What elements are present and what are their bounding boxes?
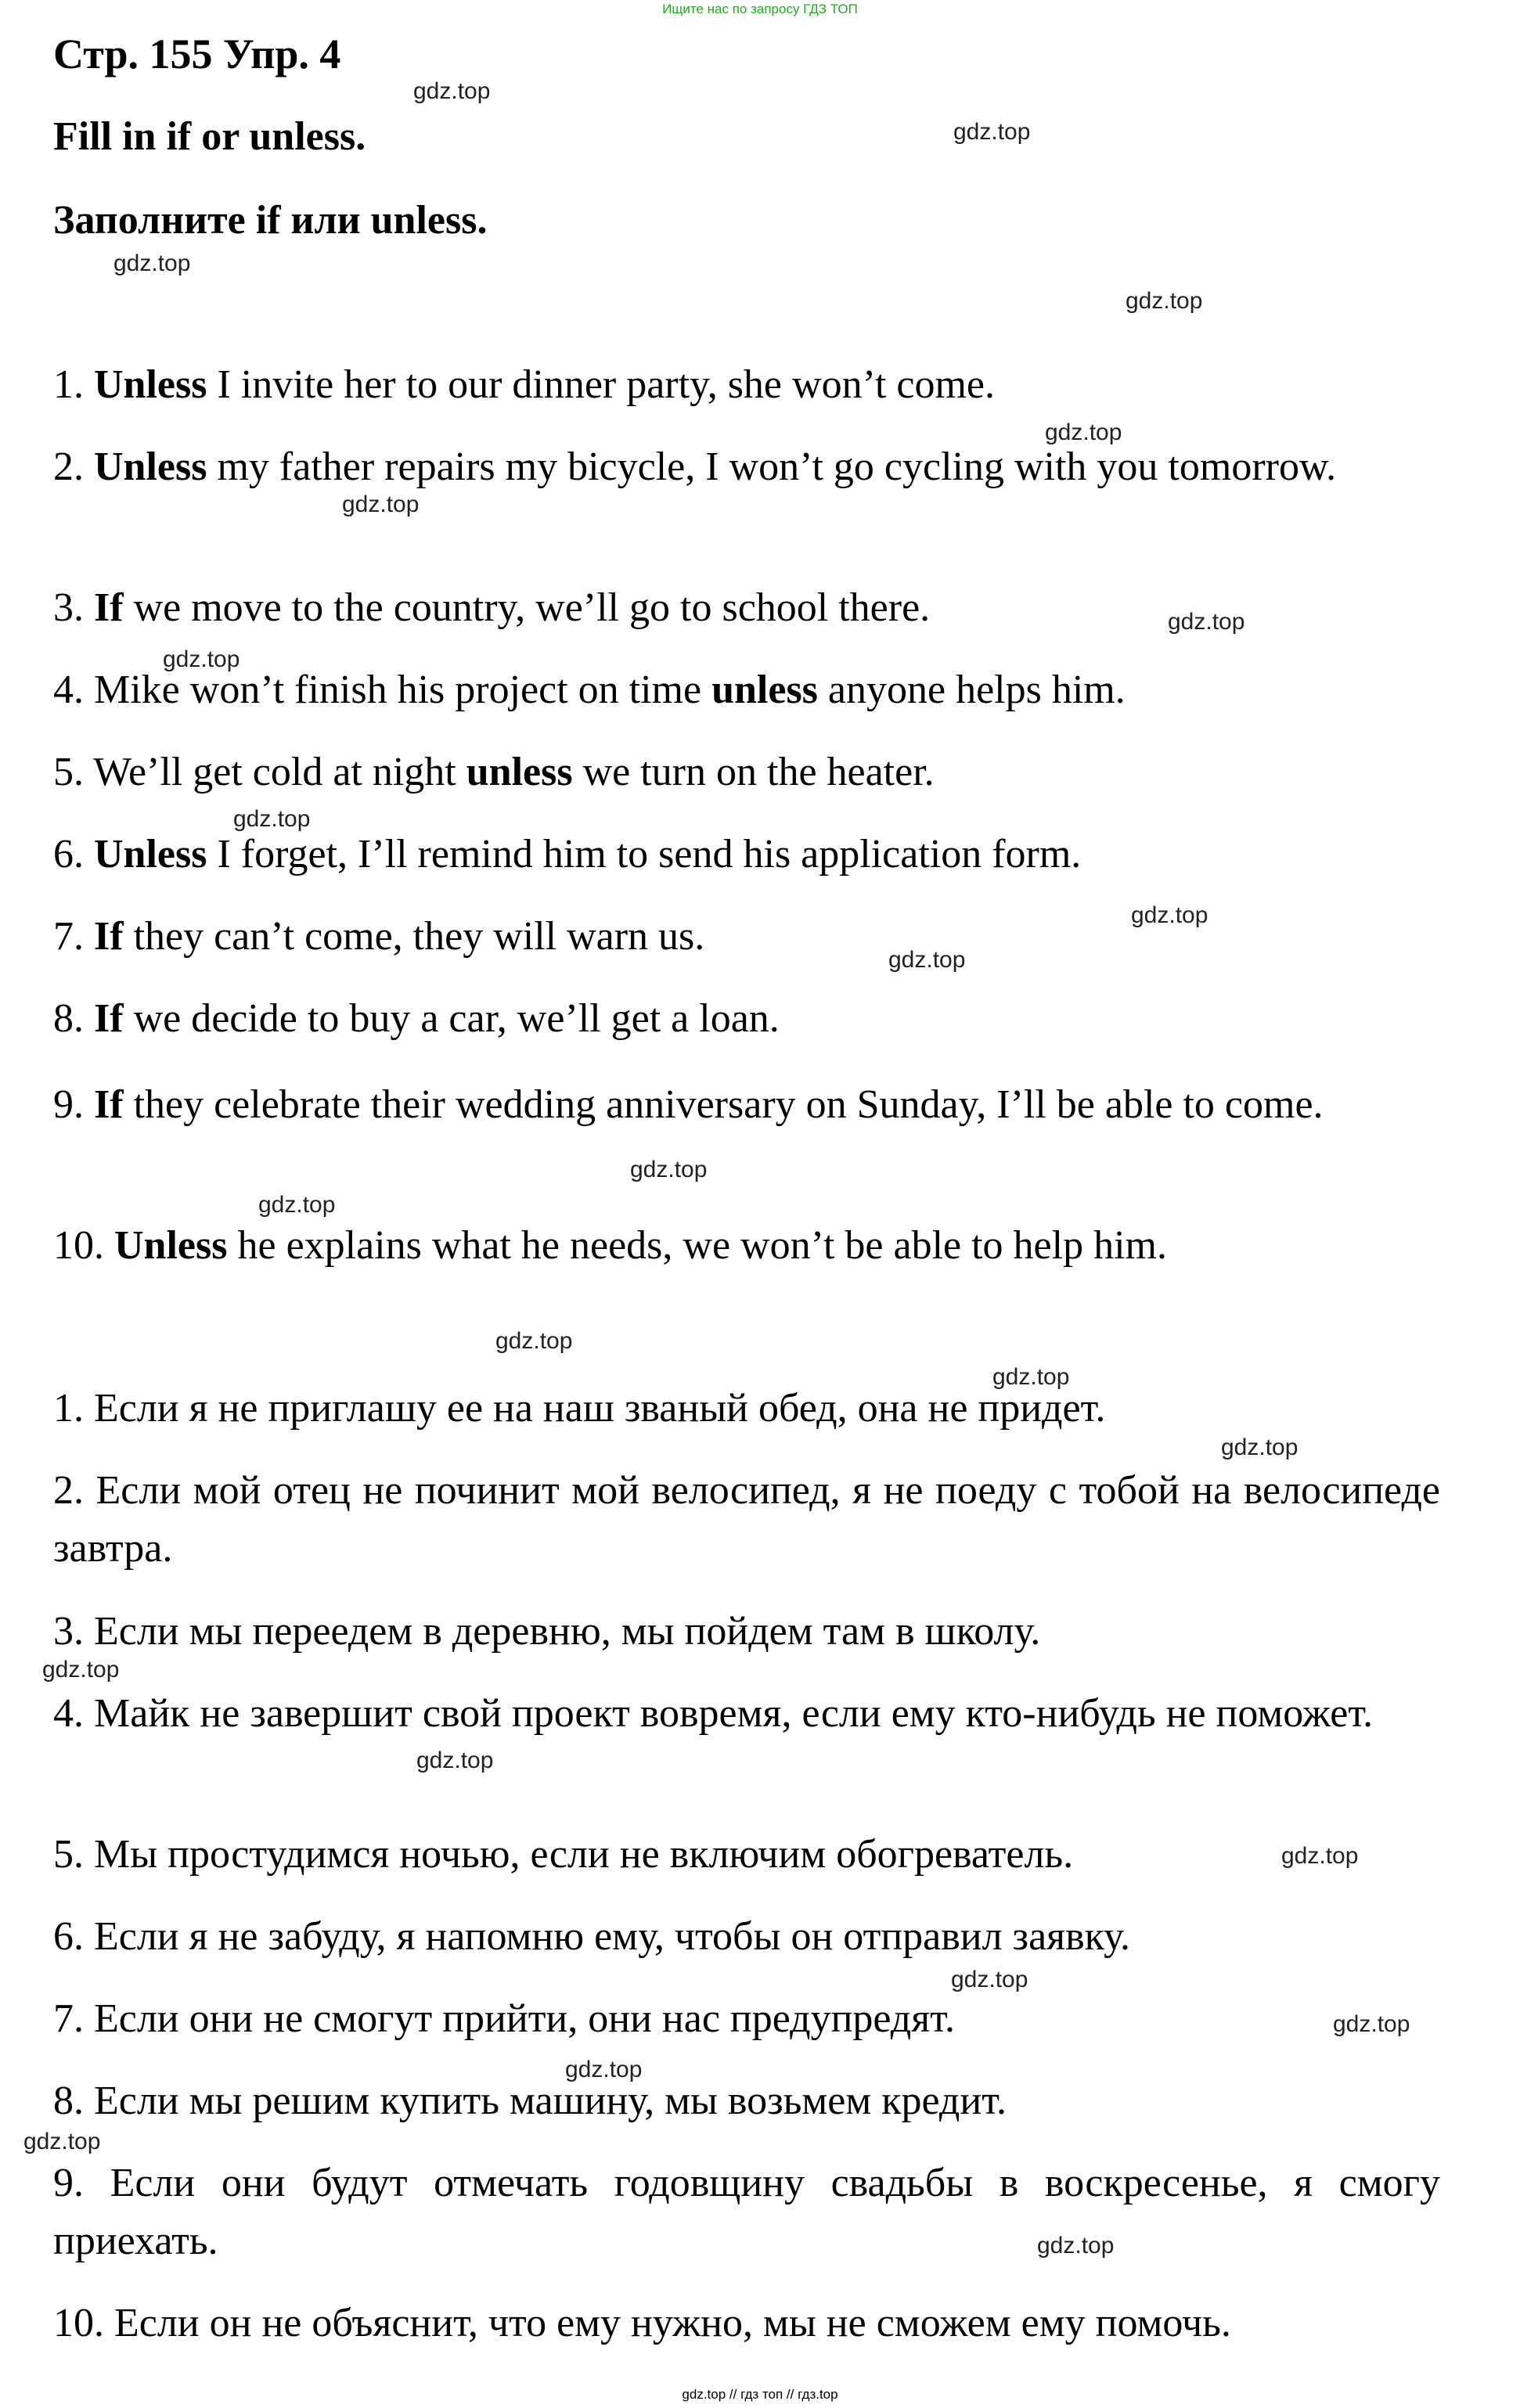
russian-item-6: 6. Если я не забуду, я напомню ему, чтобы он отправил заявку. [53,1914,1130,1959]
watermark: gdz.top [413,78,491,104]
watermark: gdz.top [1281,1843,1359,1869]
english-item-7: 7. If they can’t come, they will warn us. [53,914,705,959]
russian-item-8: 8. Если мы решим купить машину, мы возьмем кредит. [53,2079,1007,2123]
english-item-6: 6. Unless I forget, I’ll remind him to send his application form. [53,832,1082,876]
english-item-2: 2. Unless my father repairs my bicycle, I won’t go cycling with you tomorrow. [53,445,1337,489]
english-item-9: 9. If they celebrate their wedding anniversary on Sunday, I’ll be able to come. [53,1082,1324,1127]
watermark: gdz.top [342,491,420,517]
english-item-8: 8. If we decide to buy a car, we’ll get a loan. [53,996,780,1041]
answer-word: If [94,914,124,959]
english-item-4: 4. Mike won’t finish his project on time unless anyone helps him. [53,668,1126,712]
watermark: gdz.top [1131,902,1208,928]
watermark: gdz.top [1333,2011,1410,2037]
watermark: gdz.top [1168,609,1245,635]
top-banner: Ищите нас по запросу ГДЗ ТОП [662,2,858,16]
watermark: gdz.top [163,646,240,672]
answer-word: If [94,585,124,630]
russian-item-1: 1. Если я не приглашу ее на наш званый обед, она не придет. [53,1386,1106,1431]
russian-item-2: 2. Если мой отец не починит мой велосипед, я не поеду с тобой на велосипеде завтра. [53,1468,1440,1571]
watermark: gdz.top [992,1364,1070,1390]
watermark: gdz.top [1045,419,1122,445]
answer-word: If [94,996,124,1041]
watermark: gdz.top [1221,1434,1298,1460]
answer-word: unless [711,668,818,712]
english-item-1: 1. Unless I invite her to our dinner party, she won’t come. [53,362,995,407]
watermark: gdz.top [416,1748,494,1773]
russian-item-5: 5. Мы простудимся ночью, если не включим обогреватель. [53,1832,1074,1877]
task-russian: Заполните if или unless. [53,198,488,243]
watermark: gdz.top [1126,288,1203,314]
watermark: gdz.top [1037,2233,1115,2259]
russian-item-10: 10. Если он не объяснит, что ему нужно, мы не сможем ему помочь. [53,2301,1231,2345]
watermark: gdz.top [953,119,1031,145]
answer-word: Unless [94,832,207,876]
answer-word: If [94,1082,124,1127]
english-item-10: 10. Unless he explains what he needs, we won’t be able to help him. [53,1223,1167,1268]
russian-item-4: 4. Майк не завершит свой проект вовремя, если ему кто-нибудь не поможет. [53,1691,1374,1736]
watermark: gdz.top [258,1192,336,1218]
english-item-5: 5. We’ll get cold at night unless we turn on the heater. [53,750,935,794]
watermark: gdz.top [495,1328,573,1354]
watermark: gdz.top [888,947,966,973]
watermark: gdz.top [565,2057,643,2082]
watermark: gdz.top [23,2129,101,2154]
bottom-banner: gdz.top // гдз топ // гдз.top [682,2387,838,2402]
watermark: gdz.top [630,1157,708,1182]
answer-word: unless [466,750,573,794]
russian-item-3: 3. Если мы переедем в деревню, мы пойдем там в школу. [53,1609,1041,1654]
russian-item-7: 7. Если они не смогут прийти, они нас предупредят. [53,1996,955,2041]
page-title: Стр. 155 Упр. 4 [53,31,341,77]
english-item-3: 3. If we move to the country, we’ll go to school there. [53,585,931,630]
watermark: gdz.top [951,1967,1028,1992]
answer-word: Unless [94,445,207,489]
answer-word: Unless [114,1223,228,1268]
answer-word: Unless [94,362,207,407]
watermark: gdz.top [113,250,191,276]
watermark: gdz.top [42,1657,120,1683]
watermark: gdz.top [233,806,311,832]
russian-item-9: 9. Если они будут отмечать годовщину свадьбы в воскресенье, я смогу приехать. [53,2161,1440,2263]
task-english: Fill in if or unless. [53,114,366,159]
